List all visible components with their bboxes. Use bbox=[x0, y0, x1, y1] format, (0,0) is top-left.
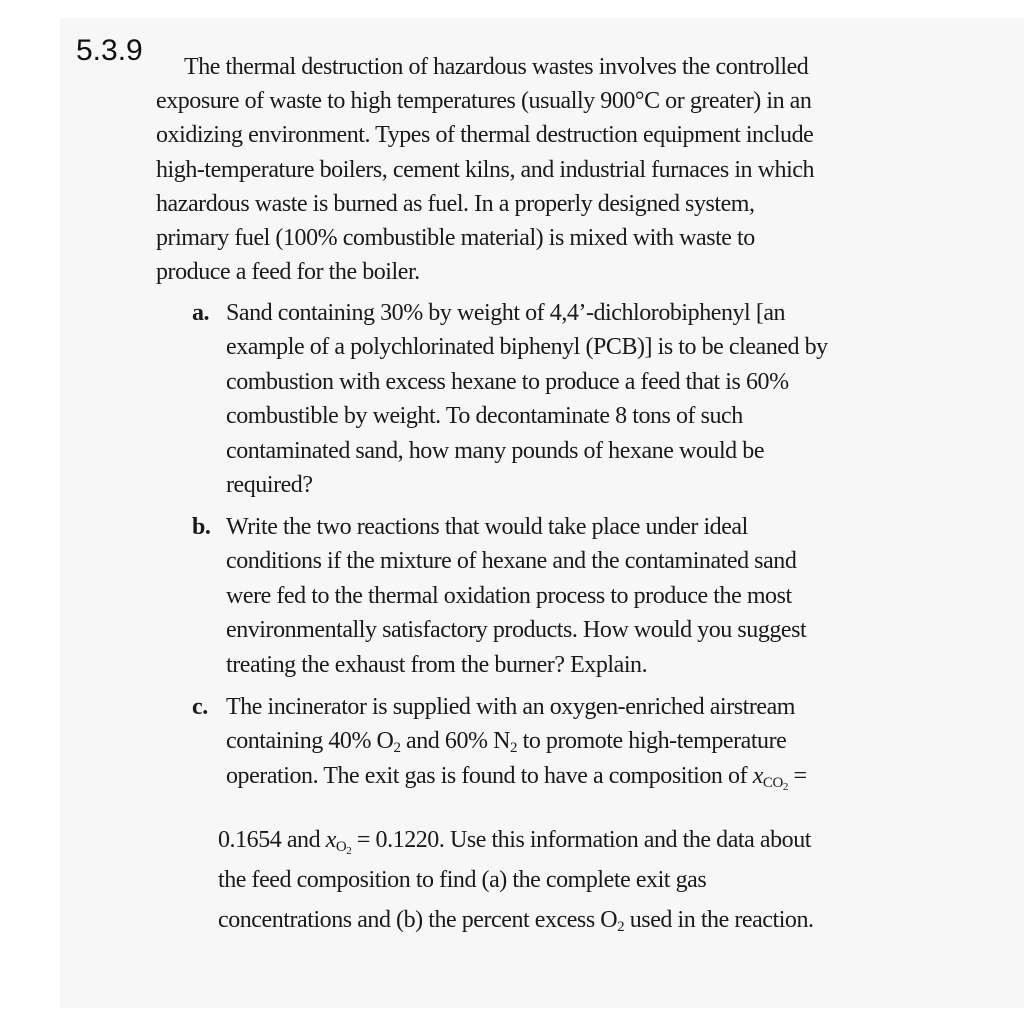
subscript: 2 bbox=[509, 740, 518, 757]
part-b-label: b. bbox=[192, 514, 211, 540]
part-c-text: concentrations and (b) the percent excess O bbox=[218, 907, 618, 933]
subscript: 2 bbox=[782, 780, 788, 793]
part-b-line: treating the exhaust from the burner? Explain. bbox=[226, 651, 648, 678]
intro-line: The thermal destruction of hazardous wastes involves the controlled bbox=[184, 54, 809, 80]
intro-line: produce a feed for the boiler. bbox=[156, 259, 420, 286]
part-a-line: required? bbox=[226, 472, 313, 499]
problem-number: 5.3.9 bbox=[76, 34, 143, 67]
part-c bbox=[192, 690, 1012, 793]
part-b bbox=[192, 510, 1012, 682]
part-a-line: combustible by weight. To decontaminate 8 tons of such bbox=[226, 403, 743, 430]
intro-line: primary fuel (100% combustible material) is mixed with waste to bbox=[156, 225, 755, 252]
part-c-text: and 60% N bbox=[400, 728, 510, 755]
part-a-line: Sand containing 30% by weight of 4,4’-dichlorobiphenyl [an bbox=[226, 300, 786, 326]
intro-line: high-temperature boilers, cement kilns, and industrial furnaces in which bbox=[156, 156, 815, 183]
intro-line: exposure of waste to high temperatures (usually 900°C or greater) in an bbox=[156, 88, 812, 115]
intro-line: hazardous waste is burned as fuel. In a properly designed system, bbox=[156, 190, 755, 217]
subscript-text: O bbox=[335, 839, 347, 855]
part-c-line bbox=[218, 900, 1018, 940]
part-b-line: environmentally satisfactory products. How would you suggest bbox=[226, 617, 807, 644]
part-c-text: to promote high-temperature bbox=[517, 728, 787, 755]
subscript-text: CO bbox=[762, 774, 783, 791]
subscript: 2 bbox=[393, 740, 401, 757]
part-c-label: c. bbox=[192, 694, 208, 720]
subscript: 2 bbox=[346, 845, 352, 857]
part-c-continuation bbox=[218, 820, 1018, 940]
part-a-line: example of a polychlorinated biphenyl (PCB)] is to be cleaned by bbox=[226, 334, 828, 361]
part-c-text: used in the reaction. bbox=[624, 907, 814, 933]
part-b-line: Write the two reactions that would take place under ideal bbox=[226, 514, 748, 540]
part-c-text: = 0.1220. Use this information and the data about bbox=[351, 827, 811, 853]
part-c-text: 0.1654 and bbox=[218, 827, 326, 853]
subscript: 2 bbox=[617, 919, 625, 935]
intro-line: oxidizing environment. Types of thermal destruction equipment include bbox=[156, 122, 814, 149]
part-a-label: a. bbox=[192, 300, 210, 326]
part-c-line: The incinerator is supplied with an oxygen-enriched airstream bbox=[226, 694, 796, 720]
part-c-text: containing 40% O bbox=[226, 728, 394, 755]
part-b-line: conditions if the mixture of hexane and the contaminated sand bbox=[226, 548, 797, 575]
part-c-text: operation. The exit gas is found to have a composition of bbox=[226, 762, 753, 789]
part-c-line bbox=[192, 724, 1012, 758]
variable-x: x bbox=[325, 827, 336, 853]
subscript bbox=[336, 839, 351, 855]
part-c-line bbox=[192, 759, 1012, 793]
part-c-line: the feed composition to find (a) the complete exit gas bbox=[218, 867, 707, 893]
part-c-line bbox=[218, 820, 1018, 860]
subscript bbox=[763, 775, 788, 791]
problem-intro bbox=[156, 50, 1018, 289]
variable-x: x bbox=[752, 762, 763, 789]
part-b-line: were fed to the thermal oxidation process to produce the most bbox=[226, 582, 792, 609]
part-c-text: = bbox=[787, 762, 807, 789]
part-a-line: combustion with excess hexane to produce a feed that is 60% bbox=[226, 368, 789, 395]
part-a-line: contaminated sand, how many pounds of hexane would be bbox=[226, 437, 765, 464]
part-a bbox=[192, 296, 1012, 502]
